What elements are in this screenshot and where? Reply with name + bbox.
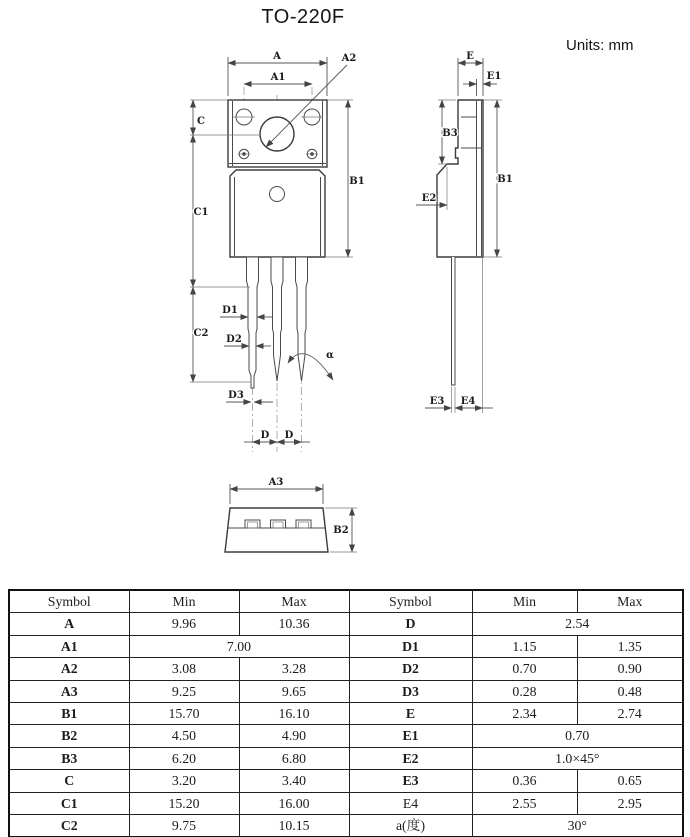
symbol-cell: D bbox=[349, 613, 472, 635]
value-cell: 2.95 bbox=[577, 792, 683, 814]
table-row bbox=[9, 658, 683, 680]
value-cell: 6.20 bbox=[129, 747, 239, 769]
value-cell: 2.55 bbox=[472, 792, 577, 814]
dim-label-b2: B2 bbox=[333, 525, 349, 536]
table-row bbox=[9, 703, 683, 725]
table-row bbox=[9, 815, 683, 837]
value-cell: 0.70 bbox=[472, 658, 577, 680]
value-cell: 2.74 bbox=[577, 703, 683, 725]
dim-label-e1: E1 bbox=[486, 71, 502, 82]
dimensions-table bbox=[8, 589, 684, 837]
front-view bbox=[190, 51, 365, 452]
value-cell: 30° bbox=[472, 815, 683, 837]
lead-1 bbox=[247, 257, 259, 388]
column-header: Min bbox=[129, 590, 239, 613]
table-row bbox=[9, 680, 683, 702]
symbol-cell: B1 bbox=[9, 703, 129, 725]
symbol-cell: D2 bbox=[349, 658, 472, 680]
dim-label-alpha: α bbox=[326, 350, 334, 361]
symbol-cell: C1 bbox=[9, 792, 129, 814]
table-header-row bbox=[9, 590, 683, 613]
table-header bbox=[9, 590, 683, 613]
value-cell: 0.65 bbox=[577, 770, 683, 792]
table-row bbox=[9, 792, 683, 814]
dim-label-e4: E4 bbox=[460, 396, 476, 407]
value-cell: 15.20 bbox=[129, 792, 239, 814]
value-cell: 2.34 bbox=[472, 703, 577, 725]
value-cell: 9.96 bbox=[129, 613, 239, 635]
dim-label-c: C bbox=[197, 116, 205, 127]
value-cell: 9.75 bbox=[129, 815, 239, 837]
symbol-cell: D1 bbox=[349, 635, 472, 657]
value-cell: 0.28 bbox=[472, 680, 577, 702]
value-cell: 1.15 bbox=[472, 635, 577, 657]
value-cell: 1.0×45° bbox=[472, 747, 683, 769]
value-cell: 3.08 bbox=[129, 658, 239, 680]
value-cell: 9.25 bbox=[129, 680, 239, 702]
symbol-cell: E3 bbox=[349, 770, 472, 792]
column-header: Symbol bbox=[9, 590, 129, 613]
value-cell: 0.48 bbox=[577, 680, 683, 702]
side-lead bbox=[452, 257, 456, 385]
symbol-cell: C2 bbox=[9, 815, 129, 837]
value-cell: E4 bbox=[349, 792, 472, 814]
table-row bbox=[9, 747, 683, 769]
symbol-cell: A1 bbox=[9, 635, 129, 657]
lead-3 bbox=[296, 257, 308, 381]
value-cell: 10.36 bbox=[239, 613, 349, 635]
symbol-cell: E bbox=[349, 703, 472, 725]
dim-label-b3: B3 bbox=[442, 128, 458, 139]
table-row bbox=[9, 725, 683, 747]
dim-label-d3: D3 bbox=[228, 390, 244, 401]
value-cell: 1.35 bbox=[577, 635, 683, 657]
symbol-cell: E2 bbox=[349, 747, 472, 769]
dim-label-c1: C1 bbox=[193, 207, 209, 218]
table-row bbox=[9, 613, 683, 635]
symbol-cell: A3 bbox=[9, 680, 129, 702]
column-header: Max bbox=[577, 590, 683, 613]
value-cell: 6.80 bbox=[239, 747, 349, 769]
dim-label-e3: E3 bbox=[429, 396, 445, 407]
dim-label-a1: A1 bbox=[270, 72, 286, 83]
dim-label-e2: E2 bbox=[421, 193, 437, 204]
dim-label-a3: A3 bbox=[268, 477, 284, 488]
value-cell: 10.15 bbox=[239, 815, 349, 837]
symbol-cell: D3 bbox=[349, 680, 472, 702]
side-view bbox=[416, 51, 513, 413]
value-cell: 0.70 bbox=[472, 725, 683, 747]
symbol-cell: A bbox=[9, 613, 129, 635]
dim-label-c2: C2 bbox=[193, 328, 209, 339]
symbol-cell: A2 bbox=[9, 658, 129, 680]
table-row bbox=[9, 770, 683, 792]
value-cell: 16.10 bbox=[239, 703, 349, 725]
front-body bbox=[230, 170, 325, 257]
bottom-view bbox=[225, 477, 357, 552]
column-header: Symbol bbox=[349, 590, 472, 613]
symbol-cell: C bbox=[9, 770, 129, 792]
dim-label-a2: A2 bbox=[341, 53, 357, 64]
column-header: Min bbox=[472, 590, 577, 613]
value-cell: a(度) bbox=[349, 815, 472, 837]
lead-2 bbox=[271, 257, 283, 381]
units-label: Units: mm bbox=[566, 37, 634, 54]
symbol-cell: B2 bbox=[9, 725, 129, 747]
value-cell: 15.70 bbox=[129, 703, 239, 725]
value-cell: 2.54 bbox=[472, 613, 683, 635]
value-cell: 3.28 bbox=[239, 658, 349, 680]
value-cell: 3.20 bbox=[129, 770, 239, 792]
value-cell: 4.50 bbox=[129, 725, 239, 747]
value-cell: 3.40 bbox=[239, 770, 349, 792]
dim-label-d1: D1 bbox=[222, 305, 238, 316]
dim-label-b1-front: B1 bbox=[349, 176, 365, 187]
bottom-body bbox=[225, 508, 328, 552]
column-header: Max bbox=[239, 590, 349, 613]
dim-label-d-right: D bbox=[284, 430, 294, 441]
dim-label-a: A bbox=[273, 51, 281, 62]
value-cell: 7.00 bbox=[129, 635, 349, 657]
page-title: TO-220F bbox=[261, 6, 345, 28]
dim-label-d2: D2 bbox=[226, 334, 242, 345]
symbol-cell: B3 bbox=[9, 747, 129, 769]
symbol-cell: E1 bbox=[349, 725, 472, 747]
dim-label-e: E bbox=[466, 51, 474, 62]
value-cell: 4.90 bbox=[239, 725, 349, 747]
value-cell: 0.90 bbox=[577, 658, 683, 680]
mounting-hole bbox=[260, 117, 294, 151]
value-cell: 9.65 bbox=[239, 680, 349, 702]
dim-label-d-left: D bbox=[260, 430, 270, 441]
table-body bbox=[9, 613, 683, 837]
dim-label-b1-side: B1 bbox=[497, 174, 513, 185]
value-cell: 0.36 bbox=[472, 770, 577, 792]
value-cell: 16.00 bbox=[239, 792, 349, 814]
table-row bbox=[9, 635, 683, 657]
